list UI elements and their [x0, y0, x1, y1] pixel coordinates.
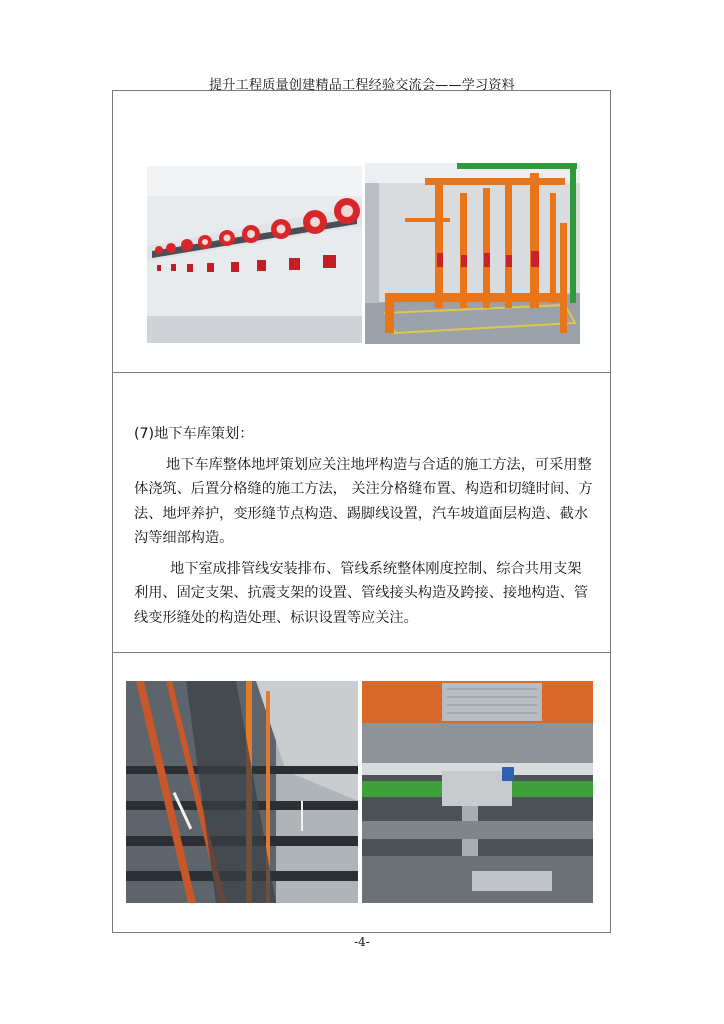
pipe-joint-support-photo — [362, 681, 593, 903]
fire-pump-room-pipes-photo — [365, 163, 580, 344]
ceiling-cable-tray-photo — [126, 681, 358, 903]
section-divider-bottom — [113, 652, 610, 653]
document-header: 提升工程质量创建精品工程经验交流会——学习资料 — [209, 78, 515, 93]
section-text — [134, 422, 594, 636]
page-number: -4- — [354, 935, 370, 949]
section-subtitle: (7)地下车库策划： — [134, 426, 254, 442]
hose-reel-wall-photo — [147, 166, 362, 343]
section-divider-top — [113, 372, 610, 373]
paragraph-pipeline-installation: 地下室成排管线安装排布、管线系统整体刚度控制、综合共用支架利用、固定支架、抗震支架的设置、管线接头构造及跨接、接地构造、管线变形缝处的构造处理、标识设置等应关注。 — [134, 560, 589, 626]
paragraph-floor-planning: 地下车库整体地坪策划应关注地坪构造与合适的施工方法，可采用整体浇筑、后置分格缝的施工方法， 关注分格缝布置、构造和切缝时间、方法、地坪养护，变形缝节点构造、踢脚线设置，汽车坡道面层构造、截水沟等细部构造。 — [134, 456, 593, 546]
